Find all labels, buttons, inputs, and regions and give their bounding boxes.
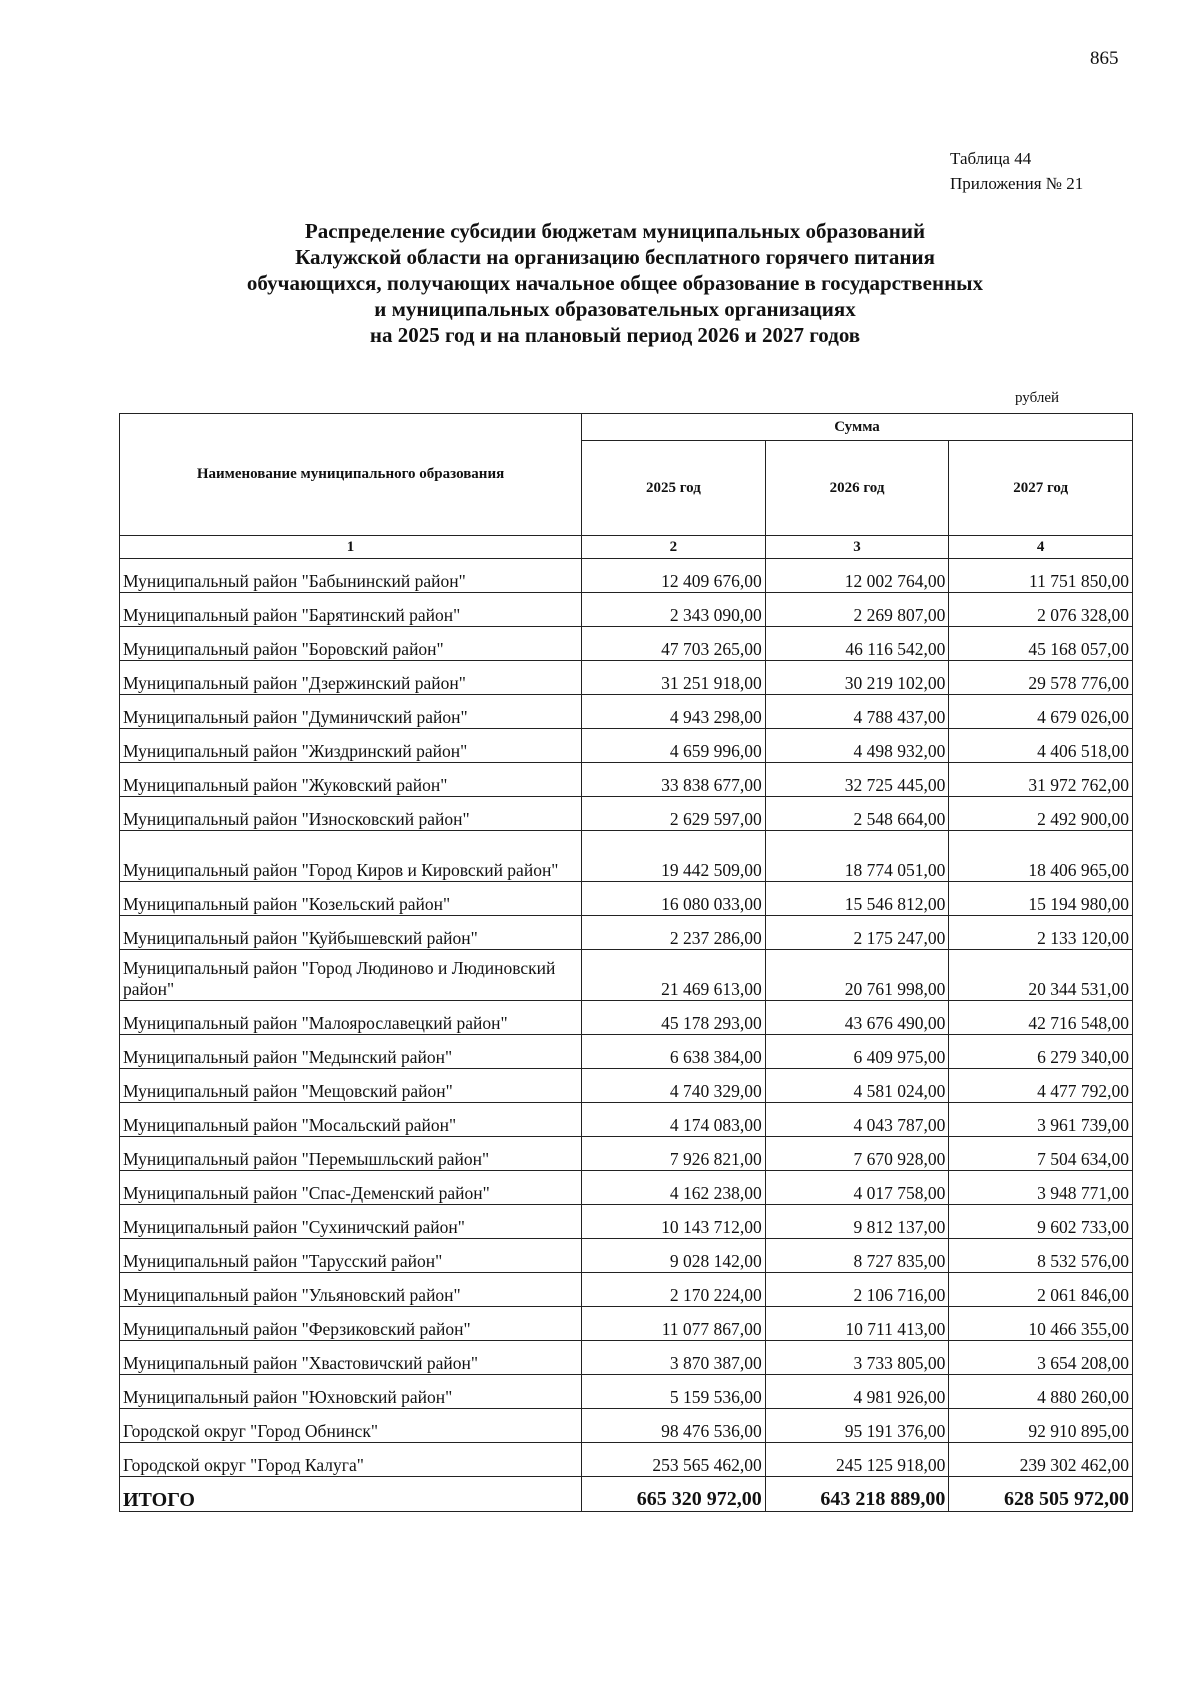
amount-2026: 8 727 835,00 [765, 1239, 949, 1273]
amount-2027: 42 716 548,00 [949, 1001, 1133, 1035]
municipality-name: Муниципальный район "Тарусский район" [120, 1239, 582, 1273]
total-label: ИТОГО [120, 1477, 582, 1512]
amount-2026: 6 409 975,00 [765, 1035, 949, 1069]
table-body [120, 559, 1133, 1477]
table-row [120, 559, 1133, 593]
amount-2025: 4 943 298,00 [582, 695, 766, 729]
amount-2025: 3 870 387,00 [582, 1341, 766, 1375]
amount-2027: 3 948 771,00 [949, 1171, 1133, 1205]
amount-2025: 2 170 224,00 [582, 1273, 766, 1307]
table-row [120, 1001, 1133, 1035]
table-row [120, 831, 1133, 882]
table-row [120, 1273, 1133, 1307]
municipality-name: Городской округ "Город Обнинск" [120, 1409, 582, 1443]
table-row [120, 661, 1133, 695]
amount-2026: 46 116 542,00 [765, 627, 949, 661]
appendix-reference [950, 146, 1083, 196]
municipality-name: Муниципальный район "Медынский район" [120, 1035, 582, 1069]
municipality-name: Муниципальный район "Боровский район" [120, 627, 582, 661]
units-label: рублей [1015, 390, 1060, 406]
amount-2027: 4 679 026,00 [949, 695, 1133, 729]
amount-2025: 31 251 918,00 [582, 661, 766, 695]
amount-2026: 32 725 445,00 [765, 763, 949, 797]
amount-2027: 7 504 634,00 [949, 1137, 1133, 1171]
amount-2025: 16 080 033,00 [582, 882, 766, 916]
header-year-2026: 2026 год [765, 441, 949, 536]
amount-2025: 4 740 329,00 [582, 1069, 766, 1103]
amount-2027: 4 880 260,00 [949, 1375, 1133, 1409]
municipality-name: Муниципальный район "Город Людиново и Людиновский район" [120, 950, 582, 1001]
amount-2026: 4 498 932,00 [765, 729, 949, 763]
amount-2027: 2 133 120,00 [949, 916, 1133, 950]
amount-2027: 4 406 518,00 [949, 729, 1133, 763]
amount-2025: 45 178 293,00 [582, 1001, 766, 1035]
amount-2026: 245 125 918,00 [765, 1443, 949, 1477]
column-number: 3 [765, 536, 949, 559]
header-name-column: Наименование муниципального образования [120, 414, 582, 536]
amount-2027: 15 194 980,00 [949, 882, 1133, 916]
municipality-name: Муниципальный район "Перемышльский район" [120, 1137, 582, 1171]
municipality-name: Муниципальный район "Бабынинский район" [120, 559, 582, 593]
table-header [120, 414, 1133, 559]
amount-2025: 4 659 996,00 [582, 729, 766, 763]
municipality-name: Муниципальный район "Козельский район" [120, 882, 582, 916]
municipality-name: Муниципальный район "Город Киров и Кировский район" [120, 831, 582, 882]
title-line: и муниципальных образовательных организациях [374, 297, 856, 321]
header-year-2027: 2027 год [949, 441, 1133, 536]
header-year-2025: 2025 год [582, 441, 766, 536]
amount-2025: 7 926 821,00 [582, 1137, 766, 1171]
amount-2026: 4 981 926,00 [765, 1375, 949, 1409]
municipality-name: Городской округ "Город Калуга" [120, 1443, 582, 1477]
amount-2025: 9 028 142,00 [582, 1239, 766, 1273]
amount-2026: 4 017 758,00 [765, 1171, 949, 1205]
column-number: 1 [120, 536, 582, 559]
amount-2025: 11 077 867,00 [582, 1307, 766, 1341]
page-number: 865 [1090, 48, 1119, 69]
amount-2025: 4 162 238,00 [582, 1171, 766, 1205]
title-line: Распределение субсидии бюджетам муниципальных образований [304, 219, 926, 243]
table-row [120, 1103, 1133, 1137]
amount-2025: 33 838 677,00 [582, 763, 766, 797]
amount-2025: 12 409 676,00 [582, 559, 766, 593]
amount-2027: 239 302 462,00 [949, 1443, 1133, 1477]
amount-2026: 4 043 787,00 [765, 1103, 949, 1137]
municipality-name: Муниципальный район "Износковский район" [120, 797, 582, 831]
amount-2025: 2 343 090,00 [582, 593, 766, 627]
amount-2027: 29 578 776,00 [949, 661, 1133, 695]
amount-2026: 2 175 247,00 [765, 916, 949, 950]
municipality-name: Муниципальный район "Малоярославецкий район" [120, 1001, 582, 1035]
amount-2026: 3 733 805,00 [765, 1341, 949, 1375]
total-2025: 665 320 972,00 [582, 1477, 766, 1512]
amount-2025: 2 629 597,00 [582, 797, 766, 831]
table-row [120, 1205, 1133, 1239]
municipality-name: Муниципальный район "Думиничский район" [120, 695, 582, 729]
amount-2026: 2 548 664,00 [765, 797, 949, 831]
amount-2027: 3 654 208,00 [949, 1341, 1133, 1375]
amount-2026: 10 711 413,00 [765, 1307, 949, 1341]
subsidy-table [119, 413, 1133, 1512]
amount-2026: 30 219 102,00 [765, 661, 949, 695]
table-row [120, 916, 1133, 950]
amount-2026: 95 191 376,00 [765, 1409, 949, 1443]
column-number-row [120, 536, 1133, 559]
table-label: Таблица 44 [950, 149, 1032, 168]
municipality-name: Муниципальный район "Хвастовичский район" [120, 1341, 582, 1375]
table-row [120, 1375, 1133, 1409]
amount-2025: 6 638 384,00 [582, 1035, 766, 1069]
amount-2027: 2 061 846,00 [949, 1273, 1133, 1307]
municipality-name: Муниципальный район "Куйбышевский район" [120, 916, 582, 950]
municipality-name: Муниципальный район "Жиздринский район" [120, 729, 582, 763]
amount-2026: 12 002 764,00 [765, 559, 949, 593]
amount-2026: 4 788 437,00 [765, 695, 949, 729]
municipality-name: Муниципальный район "Дзержинский район" [120, 661, 582, 695]
amount-2027: 92 910 895,00 [949, 1409, 1133, 1443]
amount-2027: 3 961 739,00 [949, 1103, 1133, 1137]
header-row-sum [120, 414, 1133, 441]
amount-2025: 4 174 083,00 [582, 1103, 766, 1137]
amount-2027: 4 477 792,00 [949, 1069, 1133, 1103]
amount-2027: 45 168 057,00 [949, 627, 1133, 661]
document-title [120, 218, 1110, 348]
amount-2026: 2 106 716,00 [765, 1273, 949, 1307]
municipality-name: Муниципальный район "Спас-Деменский район" [120, 1171, 582, 1205]
amount-2027: 8 532 576,00 [949, 1239, 1133, 1273]
amount-2027: 18 406 965,00 [949, 831, 1133, 882]
amount-2025: 10 143 712,00 [582, 1205, 766, 1239]
amount-2025: 5 159 536,00 [582, 1375, 766, 1409]
amount-2027: 2 076 328,00 [949, 593, 1133, 627]
column-number: 2 [582, 536, 766, 559]
amount-2026: 18 774 051,00 [765, 831, 949, 882]
table-row [120, 1171, 1133, 1205]
total-2027: 628 505 972,00 [949, 1477, 1133, 1512]
table-row [120, 627, 1133, 661]
table-row [120, 1137, 1133, 1171]
amount-2027: 20 344 531,00 [949, 950, 1133, 1001]
amount-2025: 19 442 509,00 [582, 831, 766, 882]
municipality-name: Муниципальный район "Ульяновский район" [120, 1273, 582, 1307]
municipality-name: Муниципальный район "Сухиничский район" [120, 1205, 582, 1239]
municipality-name: Муниципальный район "Жуковский район" [120, 763, 582, 797]
annex-label: Приложения № 21 [950, 174, 1084, 193]
table-row [120, 882, 1133, 916]
total-2026: 643 218 889,00 [765, 1477, 949, 1512]
municipality-name: Муниципальный район "Юхновский район" [120, 1375, 582, 1409]
table-row [120, 763, 1133, 797]
municipality-name: Муниципальный район "Мосальский район" [120, 1103, 582, 1137]
column-number: 4 [949, 536, 1133, 559]
amount-2026: 9 812 137,00 [765, 1205, 949, 1239]
amount-2027: 11 751 850,00 [949, 559, 1133, 593]
municipality-name: Муниципальный район "Барятинский район" [120, 593, 582, 627]
table-row [120, 695, 1133, 729]
table-row [120, 1035, 1133, 1069]
total-row [120, 1477, 1133, 1512]
amount-2026: 4 581 024,00 [765, 1069, 949, 1103]
amount-2026: 20 761 998,00 [765, 950, 949, 1001]
title-line: на 2025 год и на плановый период 2026 и 2027 годов [369, 323, 861, 347]
amount-2027: 31 972 762,00 [949, 763, 1133, 797]
amount-2026: 15 546 812,00 [765, 882, 949, 916]
table-row [120, 1443, 1133, 1477]
amount-2027: 10 466 355,00 [949, 1307, 1133, 1341]
title-line: Калужской области на организацию бесплатного горячего питания [295, 245, 935, 269]
table-row [120, 950, 1133, 1001]
amount-2025: 98 476 536,00 [582, 1409, 766, 1443]
amount-2025: 2 237 286,00 [582, 916, 766, 950]
amount-2025: 21 469 613,00 [582, 950, 766, 1001]
table-row [120, 593, 1133, 627]
table-row [120, 1069, 1133, 1103]
table-row [120, 797, 1133, 831]
amount-2025: 253 565 462,00 [582, 1443, 766, 1477]
table-row [120, 729, 1133, 763]
amount-2027: 2 492 900,00 [949, 797, 1133, 831]
amount-2027: 9 602 733,00 [949, 1205, 1133, 1239]
table-row [120, 1239, 1133, 1273]
title-line: обучающихся, получающих начальное общее образование в государственных [246, 271, 984, 295]
municipality-name: Муниципальный район "Ферзиковский район" [120, 1307, 582, 1341]
municipality-name: Муниципальный район "Мещовский район" [120, 1069, 582, 1103]
amount-2025: 47 703 265,00 [582, 627, 766, 661]
header-sum-group: Сумма [582, 414, 1133, 441]
amount-2026: 7 670 928,00 [765, 1137, 949, 1171]
table-row [120, 1409, 1133, 1443]
amount-2026: 2 269 807,00 [765, 593, 949, 627]
table-row [120, 1307, 1133, 1341]
table-row [120, 1341, 1133, 1375]
amount-2027: 6 279 340,00 [949, 1035, 1133, 1069]
amount-2026: 43 676 490,00 [765, 1001, 949, 1035]
